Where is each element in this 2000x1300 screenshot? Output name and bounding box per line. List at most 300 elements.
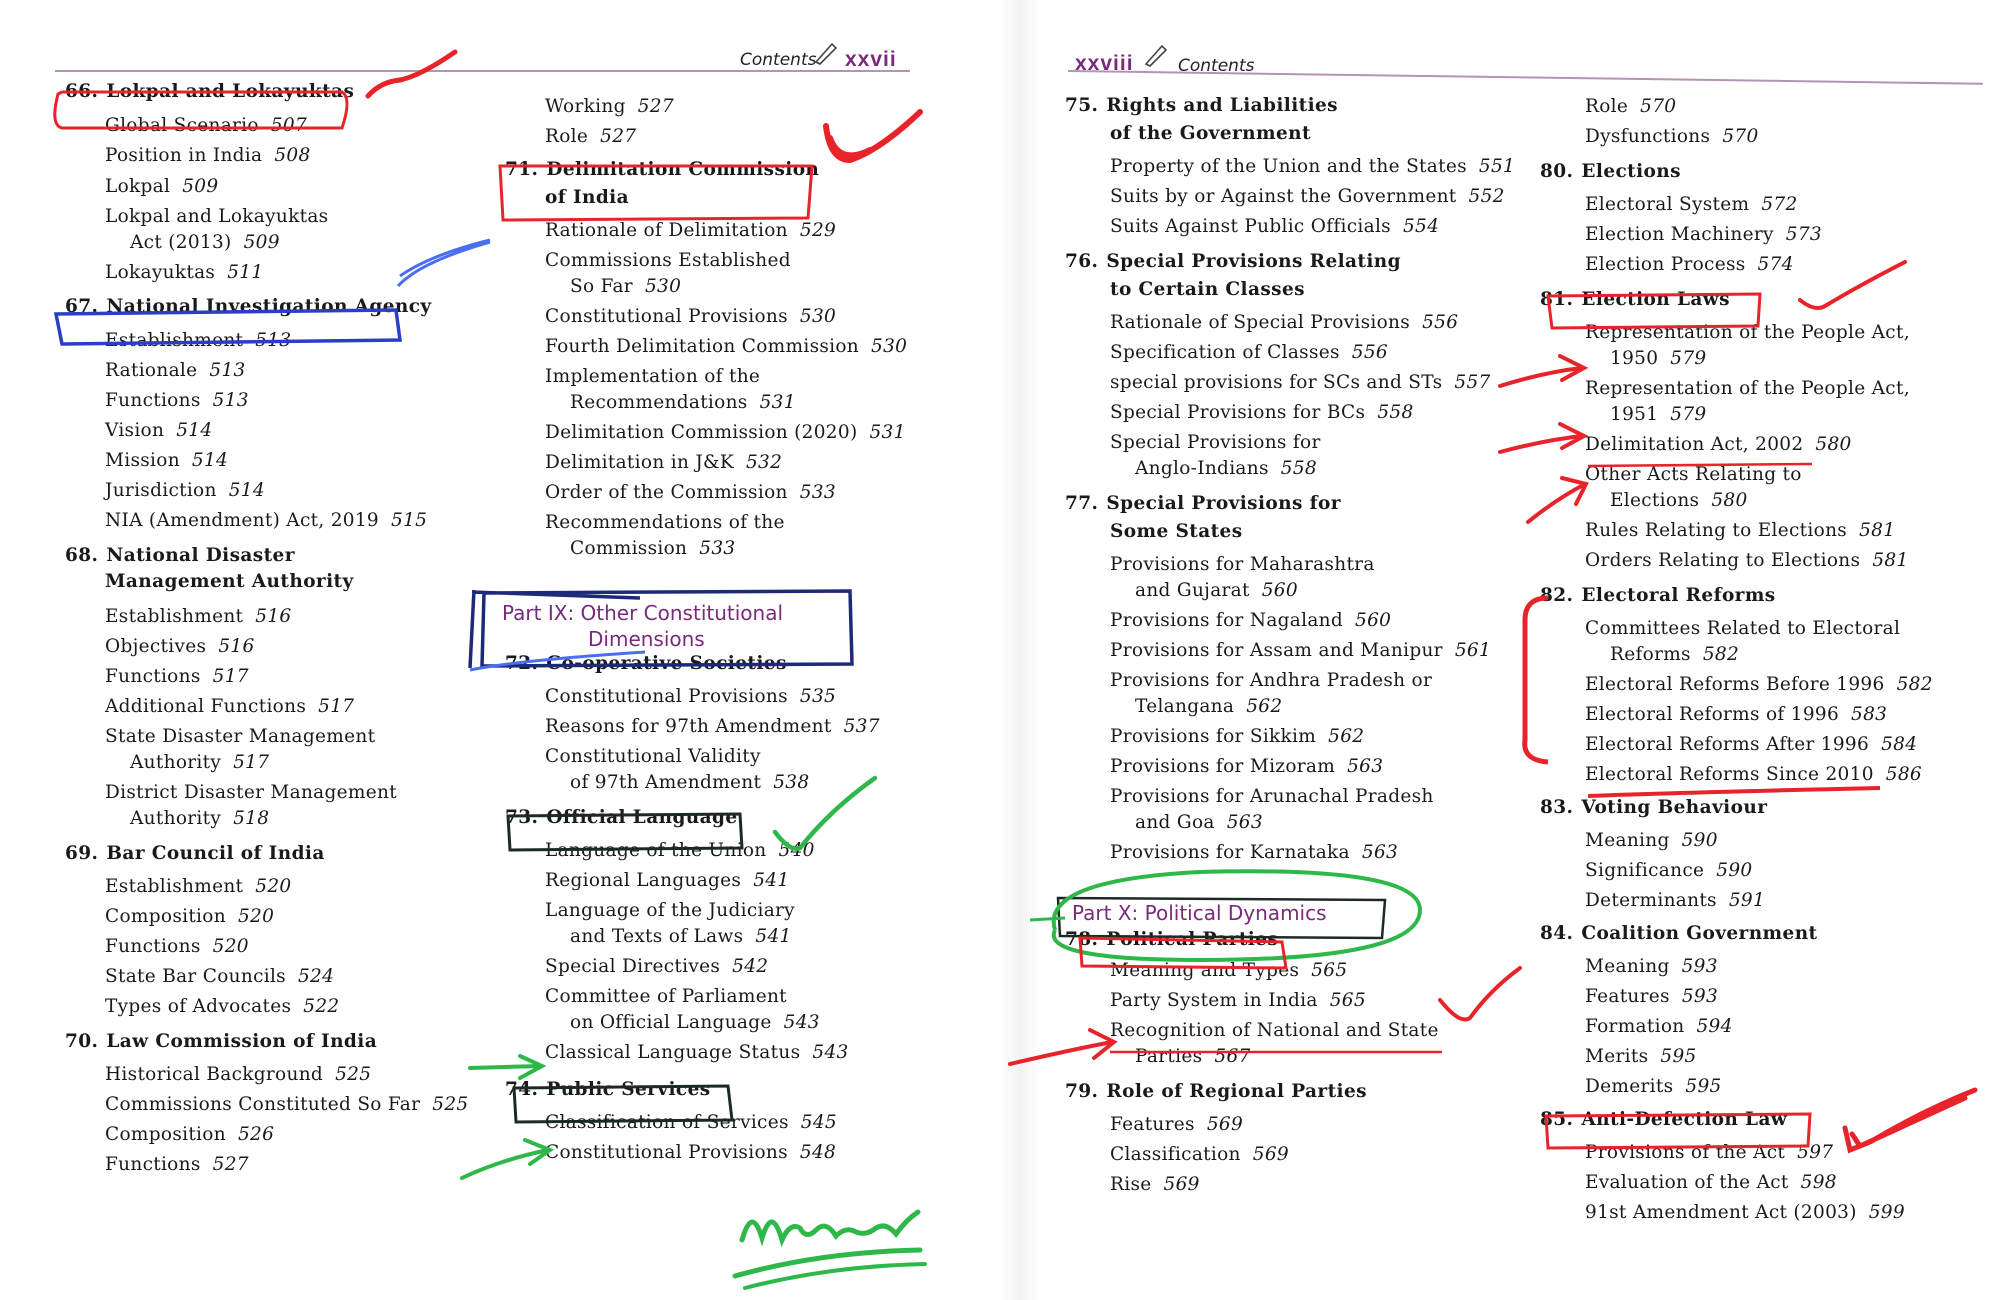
chapter-number: 81. xyxy=(1540,289,1574,310)
entry-title: Role xyxy=(545,126,589,147)
entry-title: Commissions Established xyxy=(545,250,791,271)
chapter-title: Anti-Defection Law xyxy=(1581,1109,1788,1130)
entry-page-number: 556 xyxy=(1351,342,1388,363)
entry-title: Functions xyxy=(105,1154,201,1175)
entry-title: Recognition of National and State xyxy=(1110,1020,1439,1041)
contents-entry xyxy=(1110,1144,1289,1166)
entry-title: on Official Language xyxy=(570,1012,772,1033)
entry-title: Significance xyxy=(1585,860,1705,881)
contents-entry xyxy=(1585,986,1718,1008)
entry-title: 1950 xyxy=(1610,348,1659,369)
contents-entry xyxy=(105,936,249,958)
entry-title: and Goa xyxy=(1135,812,1215,833)
entry-page-number: 598 xyxy=(1800,1172,1837,1193)
entry-page-number: 513 xyxy=(255,330,292,351)
contents-entry xyxy=(105,420,212,442)
contents-entry xyxy=(545,452,782,474)
contents-entry xyxy=(1585,254,1794,276)
contents-entry xyxy=(545,366,760,388)
entry-page-number: 560 xyxy=(1355,610,1392,631)
entry-title: Formation xyxy=(1585,1016,1685,1037)
entry-title: Functions xyxy=(105,390,201,411)
entry-title: Provisions of the Act xyxy=(1585,1142,1786,1163)
entry-page-number: 562 xyxy=(1328,726,1365,747)
entry-title: Regional Languages xyxy=(545,870,742,891)
entry-page-number: 569 xyxy=(1206,1114,1244,1135)
chapter-title: Some States xyxy=(1110,521,1243,542)
contents-entry xyxy=(545,900,795,922)
entry-page-number: 526 xyxy=(237,1124,275,1145)
chapter-heading xyxy=(1065,249,1401,275)
chapter-heading xyxy=(65,841,325,867)
entry-page-number: 507 xyxy=(270,115,308,136)
contents-entry xyxy=(1610,348,1707,370)
contents-entry xyxy=(570,538,735,560)
entry-title: Electoral Reforms Before 1996 xyxy=(1585,674,1885,695)
contents-entry xyxy=(1585,734,1917,756)
contents-entry xyxy=(545,986,787,1008)
entry-title: Features xyxy=(1585,986,1670,1007)
chapter-title: Political Parties xyxy=(1106,929,1279,950)
chapter-title: Public Services xyxy=(546,1079,711,1100)
part-heading-line-2: Dimensions xyxy=(588,627,705,651)
contents-entry xyxy=(105,996,340,1018)
entry-page-number: 514 xyxy=(228,480,265,501)
entry-page-number: 516 xyxy=(255,606,292,627)
entry-page-number: 584 xyxy=(1881,734,1918,755)
entry-page-number: 573 xyxy=(1785,224,1822,245)
entry-page-number: 565 xyxy=(1311,960,1348,981)
entry-page-number: 520 xyxy=(212,936,249,957)
entry-title: Delimitation Act, 2002 xyxy=(1585,434,1804,455)
chapter-heading xyxy=(1065,927,1278,953)
contents-entry xyxy=(105,696,354,718)
chapter-number: 66. xyxy=(65,81,99,102)
entry-title: Composition xyxy=(105,1124,226,1145)
entry-title: District Disaster Management xyxy=(105,782,397,803)
entry-page-number: 513 xyxy=(209,360,246,381)
chapter-heading xyxy=(65,543,295,569)
contents-entry xyxy=(105,782,397,804)
entry-title: Fourth Delimitation Commission xyxy=(545,336,860,357)
entry-title: Language of the Judiciary xyxy=(545,900,795,921)
contents-entry xyxy=(1585,764,1922,786)
contents-entry xyxy=(1585,830,1718,852)
header-label: Contents xyxy=(740,50,817,70)
entry-title: Constitutional Validity xyxy=(545,746,761,767)
contents-entry xyxy=(105,115,307,137)
contents-entry xyxy=(545,840,815,862)
entry-page-number: 595 xyxy=(1660,1046,1697,1067)
chapter-heading xyxy=(1540,287,1730,313)
contents-entry xyxy=(1110,1020,1439,1042)
entry-title: Constitutional Provisions xyxy=(545,686,788,707)
entry-title: Order of the Commission xyxy=(545,482,788,503)
entry-page-number: 552 xyxy=(1468,186,1505,207)
entry-page-number: 548 xyxy=(799,1142,837,1163)
entry-page-number: 591 xyxy=(1728,890,1766,911)
entry-title: Rationale of Special Provisions xyxy=(1110,312,1411,333)
entry-page-number: 579 xyxy=(1670,348,1707,369)
entry-page-number: 515 xyxy=(391,510,428,531)
contents-entry xyxy=(545,96,674,118)
entry-page-number: 558 xyxy=(1280,458,1317,479)
entry-page-number: 581 xyxy=(1872,550,1909,571)
chapter-number: 73. xyxy=(505,807,539,828)
entry-title: Demerits xyxy=(1585,1076,1674,1097)
chapter-title: Special Provisions for xyxy=(1106,493,1341,514)
entry-title: Provisions for Karnataka xyxy=(1110,842,1350,863)
entry-title: Special Provisions for BCs xyxy=(1110,402,1366,423)
entry-title: Constitutional Provisions xyxy=(545,1142,788,1163)
entry-title: Special Provisions for xyxy=(1110,432,1321,453)
entry-page-number: 590 xyxy=(1681,830,1718,851)
contents-entry xyxy=(545,422,906,444)
entry-title: Representation of the People Act, xyxy=(1585,322,1910,343)
contents-entry xyxy=(1610,404,1707,426)
entry-title: Constitutional Provisions xyxy=(545,306,788,327)
entry-page-number: 563 xyxy=(1361,842,1399,863)
entry-title: Lokpal and Lokayuktas xyxy=(105,206,329,227)
entry-page-number: 511 xyxy=(227,262,264,283)
entry-title: Functions xyxy=(105,666,201,687)
entry-title: Delimitation Commission (2020) xyxy=(545,422,858,443)
chapter-heading xyxy=(1540,795,1767,821)
chapter-heading xyxy=(65,1029,377,1055)
contents-entry xyxy=(545,746,761,768)
contents-entry xyxy=(1110,670,1432,692)
contents-entry xyxy=(1110,1174,1200,1196)
entry-title: Reasons for 97th Amendment xyxy=(545,716,832,737)
entry-title: Party System in India xyxy=(1110,990,1318,1011)
entry-page-number: 527 xyxy=(637,96,674,117)
entry-title: Suits by or Against the Government xyxy=(1110,186,1457,207)
chapter-number: 69. xyxy=(65,843,99,864)
entry-page-number: 554 xyxy=(1402,216,1440,237)
entry-title: Lokayuktas xyxy=(105,262,216,283)
contents-entry xyxy=(1110,990,1366,1012)
chapter-title: of the Government xyxy=(1110,123,1311,144)
chapter-number: 84. xyxy=(1540,923,1574,944)
entry-title: Classification of Services xyxy=(545,1112,789,1133)
chapter-title: Co-operative Societies xyxy=(546,653,787,674)
contents-entry xyxy=(1585,860,1752,882)
part-heading-line-1: Part X: Political Dynamics xyxy=(1072,901,1327,925)
entry-page-number: 563 xyxy=(1347,756,1384,777)
entry-title: Authority xyxy=(130,808,222,829)
chapter-number: 68. xyxy=(65,545,99,566)
entry-title: Suits Against Public Officials xyxy=(1110,216,1391,237)
contents-entry xyxy=(105,666,249,688)
entry-title: special provisions for SCs and STs xyxy=(1110,372,1443,393)
chapter-heading xyxy=(65,294,432,320)
chapter-heading xyxy=(1540,583,1776,609)
contents-entry xyxy=(105,176,218,198)
contents-entry xyxy=(545,220,836,242)
contents-entry xyxy=(570,276,681,298)
entry-page-number: 593 xyxy=(1681,986,1719,1007)
entry-title: Establishment xyxy=(105,606,244,627)
contents-entry xyxy=(570,1012,820,1034)
entry-page-number: 593 xyxy=(1681,956,1718,977)
entry-page-number: 530 xyxy=(871,336,908,357)
contents-entry xyxy=(545,1142,836,1164)
entry-title: Delimitation in J&K xyxy=(545,452,734,473)
entry-title: Dysfunctions xyxy=(1585,126,1711,147)
chapter-title: Management Authority xyxy=(105,571,354,592)
entry-title: Election Machinery xyxy=(1585,224,1774,245)
entry-page-number: 579 xyxy=(1670,404,1707,425)
header-label: Contents xyxy=(1178,56,1255,76)
contents-entry xyxy=(105,876,292,898)
entry-page-number: 508 xyxy=(274,145,311,166)
chapter-title: Official Language xyxy=(546,807,738,828)
chapter-number: 75. xyxy=(1065,95,1099,116)
chapter-number: 85. xyxy=(1540,1109,1574,1130)
contents-entry xyxy=(1585,434,1852,456)
contents-entry xyxy=(1135,812,1263,834)
entry-title: Commission xyxy=(570,538,688,559)
contents-entry xyxy=(1585,464,1802,486)
entry-title: Electoral Reforms After 1996 xyxy=(1585,734,1870,755)
contents-entry xyxy=(1585,1046,1697,1068)
part-heading xyxy=(502,600,842,652)
entry-title: Rationale of Delimitation xyxy=(545,220,788,241)
entry-page-number: 531 xyxy=(869,422,906,443)
entry-page-number: 594 xyxy=(1696,1016,1733,1037)
contents-entry xyxy=(105,330,292,352)
entry-page-number: 525 xyxy=(432,1094,469,1115)
entry-page-number: 517 xyxy=(212,666,249,687)
entry-title: Elections xyxy=(1610,490,1700,511)
entry-page-number: 595 xyxy=(1685,1076,1722,1097)
contents-entry xyxy=(545,716,880,738)
entry-title: Committee of Parliament xyxy=(545,986,787,1007)
contents-entry xyxy=(105,636,255,658)
entry-title: Provisions for Nagaland xyxy=(1110,610,1344,631)
contents-entry xyxy=(1110,1114,1243,1136)
entry-page-number: 522 xyxy=(303,996,340,1017)
entry-title: Functions xyxy=(105,936,201,957)
entry-title: Other Acts Relating to xyxy=(1585,464,1802,485)
entry-title: Commissions Constituted So Far xyxy=(105,1094,421,1115)
entry-title: 1951 xyxy=(1610,404,1659,425)
chapter-heading xyxy=(65,79,354,105)
contents-entry xyxy=(130,232,280,254)
chapter-heading xyxy=(1065,491,1341,517)
entry-title: Provisions for Arunachal Pradesh xyxy=(1110,786,1434,807)
contents-entry xyxy=(1585,194,1798,216)
entry-title: Role xyxy=(1585,96,1629,117)
entry-page-number: 513 xyxy=(212,390,249,411)
contents-entry xyxy=(545,956,768,978)
contents-entry xyxy=(545,250,791,272)
entry-title: Specification of Classes xyxy=(1110,342,1340,363)
entry-title: Provisions for Assam and Manipur xyxy=(1110,640,1443,661)
chapter-number: 77. xyxy=(1065,493,1099,514)
contents-entry xyxy=(1585,704,1887,726)
entry-title: Classification xyxy=(1110,1144,1241,1165)
contents-entry xyxy=(545,870,789,892)
contents-entry xyxy=(1110,786,1434,808)
entry-title: Telangana xyxy=(1135,696,1235,717)
entry-title: Establishment xyxy=(105,876,244,897)
entry-title: Rationale xyxy=(105,360,198,381)
chapter-number: 82. xyxy=(1540,585,1574,606)
chapter-title: Delimitation Commission xyxy=(546,159,820,180)
entry-page-number: 558 xyxy=(1377,402,1414,423)
entry-title: So Far xyxy=(570,276,633,297)
chapter-heading xyxy=(1110,121,1311,147)
entry-title: Committees Related to Electoral xyxy=(1585,618,1901,639)
entry-title: Establishment xyxy=(105,330,244,351)
entry-title: Determinants xyxy=(1585,890,1717,911)
entry-title: Evaluation of the Act xyxy=(1585,1172,1789,1193)
contents-entry xyxy=(1585,674,1933,696)
entry-page-number: 562 xyxy=(1246,696,1283,717)
contents-entry xyxy=(1110,640,1491,662)
chapter-heading xyxy=(1065,1079,1367,1105)
entry-page-number: 530 xyxy=(799,306,837,327)
contents-entry xyxy=(545,686,836,708)
entry-page-number: 563 xyxy=(1226,812,1263,833)
entry-page-number: 538 xyxy=(773,772,810,793)
entry-title: Jurisdiction xyxy=(105,480,217,501)
contents-entry xyxy=(105,726,375,748)
contents-entry xyxy=(105,262,263,284)
contents-entry xyxy=(545,126,636,148)
entry-title: Provisions for Andhra Pradesh or xyxy=(1110,670,1433,691)
entry-page-number: 567 xyxy=(1214,1046,1251,1067)
contents-entry xyxy=(105,1064,371,1086)
entry-title: Types of Advocates xyxy=(105,996,292,1017)
entry-page-number: 560 xyxy=(1261,580,1298,601)
entry-title: Property of the Union and the States xyxy=(1110,156,1467,177)
entry-page-number: 569 xyxy=(1163,1174,1200,1195)
contents-entry xyxy=(1585,956,1718,978)
entry-title: Working xyxy=(545,96,626,117)
contents-entry xyxy=(1585,1172,1837,1194)
entry-title: and Texts of Laws xyxy=(570,926,744,947)
entry-title: Reforms xyxy=(1610,644,1691,665)
entry-title: Features xyxy=(1110,1114,1195,1135)
entry-page-number: 551 xyxy=(1478,156,1516,177)
contents-entry xyxy=(1610,644,1739,666)
chapter-title: Lokpal and Lokayuktas xyxy=(106,81,355,102)
pen-icon xyxy=(812,38,840,66)
entry-page-number: 557 xyxy=(1454,372,1491,393)
entry-page-number: 543 xyxy=(812,1042,849,1063)
entry-title: Representation of the People Act, xyxy=(1585,378,1910,399)
chapter-heading xyxy=(1540,921,1818,947)
contents-entry xyxy=(570,926,792,948)
chapter-title: Role of Regional Parties xyxy=(1106,1081,1367,1102)
entry-page-number: 537 xyxy=(843,716,880,737)
contents-entry xyxy=(570,772,809,794)
contents-entry xyxy=(545,336,907,358)
entry-title: Authority xyxy=(130,752,222,773)
chapter-heading xyxy=(505,651,787,677)
chapter-heading xyxy=(545,185,629,211)
entry-page-number: 561 xyxy=(1454,640,1492,661)
entry-title: Mission xyxy=(105,450,180,471)
contents-entry xyxy=(130,808,269,830)
entry-page-number: 530 xyxy=(644,276,682,297)
contents-entry xyxy=(1610,490,1748,512)
chapter-heading xyxy=(105,569,354,595)
contents-entry xyxy=(1110,842,1398,864)
contents-entry xyxy=(105,606,292,628)
chapter-number: 79. xyxy=(1065,1081,1099,1102)
page-number: xxviii xyxy=(1075,52,1134,75)
chapter-title: Electoral Reforms xyxy=(1581,585,1776,606)
entry-page-number: 574 xyxy=(1757,254,1794,275)
contents-entry xyxy=(1110,312,1458,334)
entry-title: Objectives xyxy=(105,636,207,657)
contents-entry xyxy=(1110,372,1491,394)
entry-page-number: 599 xyxy=(1868,1202,1905,1223)
entry-page-number: 580 xyxy=(1711,490,1748,511)
entry-title: 91st Amendment Act (2003) xyxy=(1585,1202,1857,1223)
entry-title: Meaning and Types xyxy=(1110,960,1300,981)
contents-entry xyxy=(105,966,334,988)
entry-title: Provisions for Sikkim xyxy=(1110,726,1317,747)
chapter-heading xyxy=(505,157,819,183)
chapter-title: to Certain Classes xyxy=(1110,279,1305,300)
chapter-title: Law Commission of India xyxy=(106,1031,378,1052)
entry-page-number: 514 xyxy=(176,420,213,441)
chapter-heading xyxy=(505,1077,711,1103)
contents-entry xyxy=(1110,216,1439,238)
chapter-heading xyxy=(505,805,738,831)
chapter-title: National Disaster xyxy=(106,545,295,566)
contents-entry xyxy=(1110,342,1388,364)
chapter-number: 76. xyxy=(1065,251,1099,272)
contents-entry xyxy=(1585,1016,1733,1038)
entry-page-number: 556 xyxy=(1422,312,1459,333)
entry-title: Classical Language Status xyxy=(545,1042,801,1063)
chapter-number: 70. xyxy=(65,1031,99,1052)
header-rule xyxy=(55,70,910,72)
contents-entry xyxy=(1110,960,1347,982)
entry-title: State Disaster Management xyxy=(105,726,376,747)
entry-page-number: 543 xyxy=(783,1012,820,1033)
contents-entry xyxy=(1585,126,1759,148)
entry-page-number: 535 xyxy=(799,686,837,707)
entry-title: Meaning xyxy=(1585,956,1670,977)
contents-entry xyxy=(1585,618,1900,640)
entry-page-number: 572 xyxy=(1761,194,1798,215)
entry-page-number: 541 xyxy=(755,926,792,947)
contents-entry xyxy=(1585,550,1909,572)
entry-title: Rules Relating to Elections xyxy=(1585,520,1848,541)
entry-page-number: 582 xyxy=(1702,644,1740,665)
contents-entry xyxy=(105,360,246,382)
contents-entry xyxy=(545,512,785,534)
chapter-heading xyxy=(1540,159,1681,185)
entry-page-number: 514 xyxy=(191,450,229,471)
entry-page-number: 527 xyxy=(212,1154,249,1175)
entry-page-number: 509 xyxy=(243,232,280,253)
contents-entry xyxy=(1585,378,1910,400)
entry-title: Language of the Union xyxy=(545,840,767,861)
entry-page-number: 540 xyxy=(778,840,815,861)
contents-entry xyxy=(105,1154,249,1176)
contents-entry xyxy=(105,510,427,532)
chapter-heading xyxy=(1110,277,1305,303)
contents-entry xyxy=(1585,224,1822,246)
chapter-number: 83. xyxy=(1540,797,1574,818)
